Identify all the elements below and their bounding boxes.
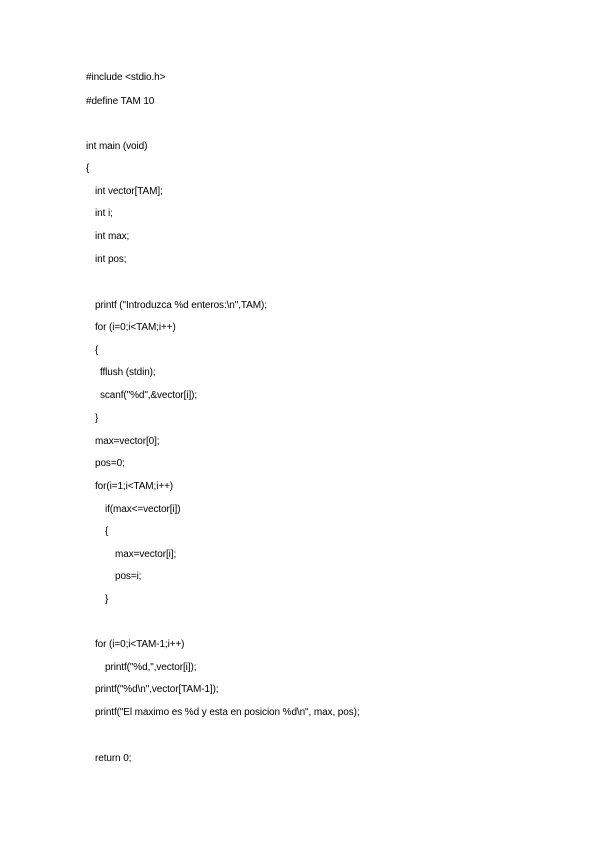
code-line-printf-last-item: printf("%d\n",vector[TAM-1]); bbox=[95, 684, 219, 695]
code-line-open-brace: { bbox=[86, 163, 90, 174]
code-line-if-max: if(max<=vector[i]) bbox=[105, 504, 181, 515]
code-line-printf-result: printf("El maximo es %d y esta en posicion %d\n", max, pos); bbox=[95, 707, 360, 718]
code-line-for-max-loop: for(i=1;i<TAM;i++) bbox=[95, 481, 174, 492]
code-line-scanf: scanf("%d",&vector[i]); bbox=[100, 390, 198, 401]
code-line-max-declaration: int max; bbox=[95, 231, 130, 242]
code-line-printf-vector-item: printf("%d,",vector[i]); bbox=[105, 662, 197, 673]
code-line-for-input-loop: for (i=0;i<TAM;i++) bbox=[95, 322, 176, 333]
code-line-max-init: max=vector[0]; bbox=[95, 436, 160, 447]
code-line-for-output-loop: for (i=0;i<TAM-1;i++) bbox=[95, 639, 185, 650]
code-line-if-open-brace: { bbox=[105, 526, 109, 537]
code-line-vector-declaration: int vector[TAM]; bbox=[95, 186, 163, 197]
code-line-main-signature: int main (void) bbox=[86, 141, 148, 152]
code-line-printf-prompt: printf ("Introduzca %d enteros:\n",TAM); bbox=[95, 300, 267, 311]
code-line-input-loop-close-brace: } bbox=[95, 413, 99, 424]
code-line-input-loop-open-brace: { bbox=[95, 345, 99, 356]
code-line-pos-declaration: int pos; bbox=[95, 254, 127, 265]
code-line-define: #define TAM 10 bbox=[86, 96, 155, 107]
code-line-i-declaration: int i; bbox=[95, 208, 113, 219]
code-line-max-assign: max=vector[i]; bbox=[115, 549, 177, 560]
code-line-pos-init: pos=0; bbox=[95, 458, 125, 469]
code-line-if-close-brace: } bbox=[105, 594, 109, 605]
code-line-return: return 0; bbox=[95, 753, 132, 764]
code-line-pos-assign: pos=i; bbox=[115, 571, 142, 582]
code-line-fflush: fflush (stdin); bbox=[100, 367, 156, 378]
code-line-include: #include <stdio.h> bbox=[86, 72, 166, 83]
